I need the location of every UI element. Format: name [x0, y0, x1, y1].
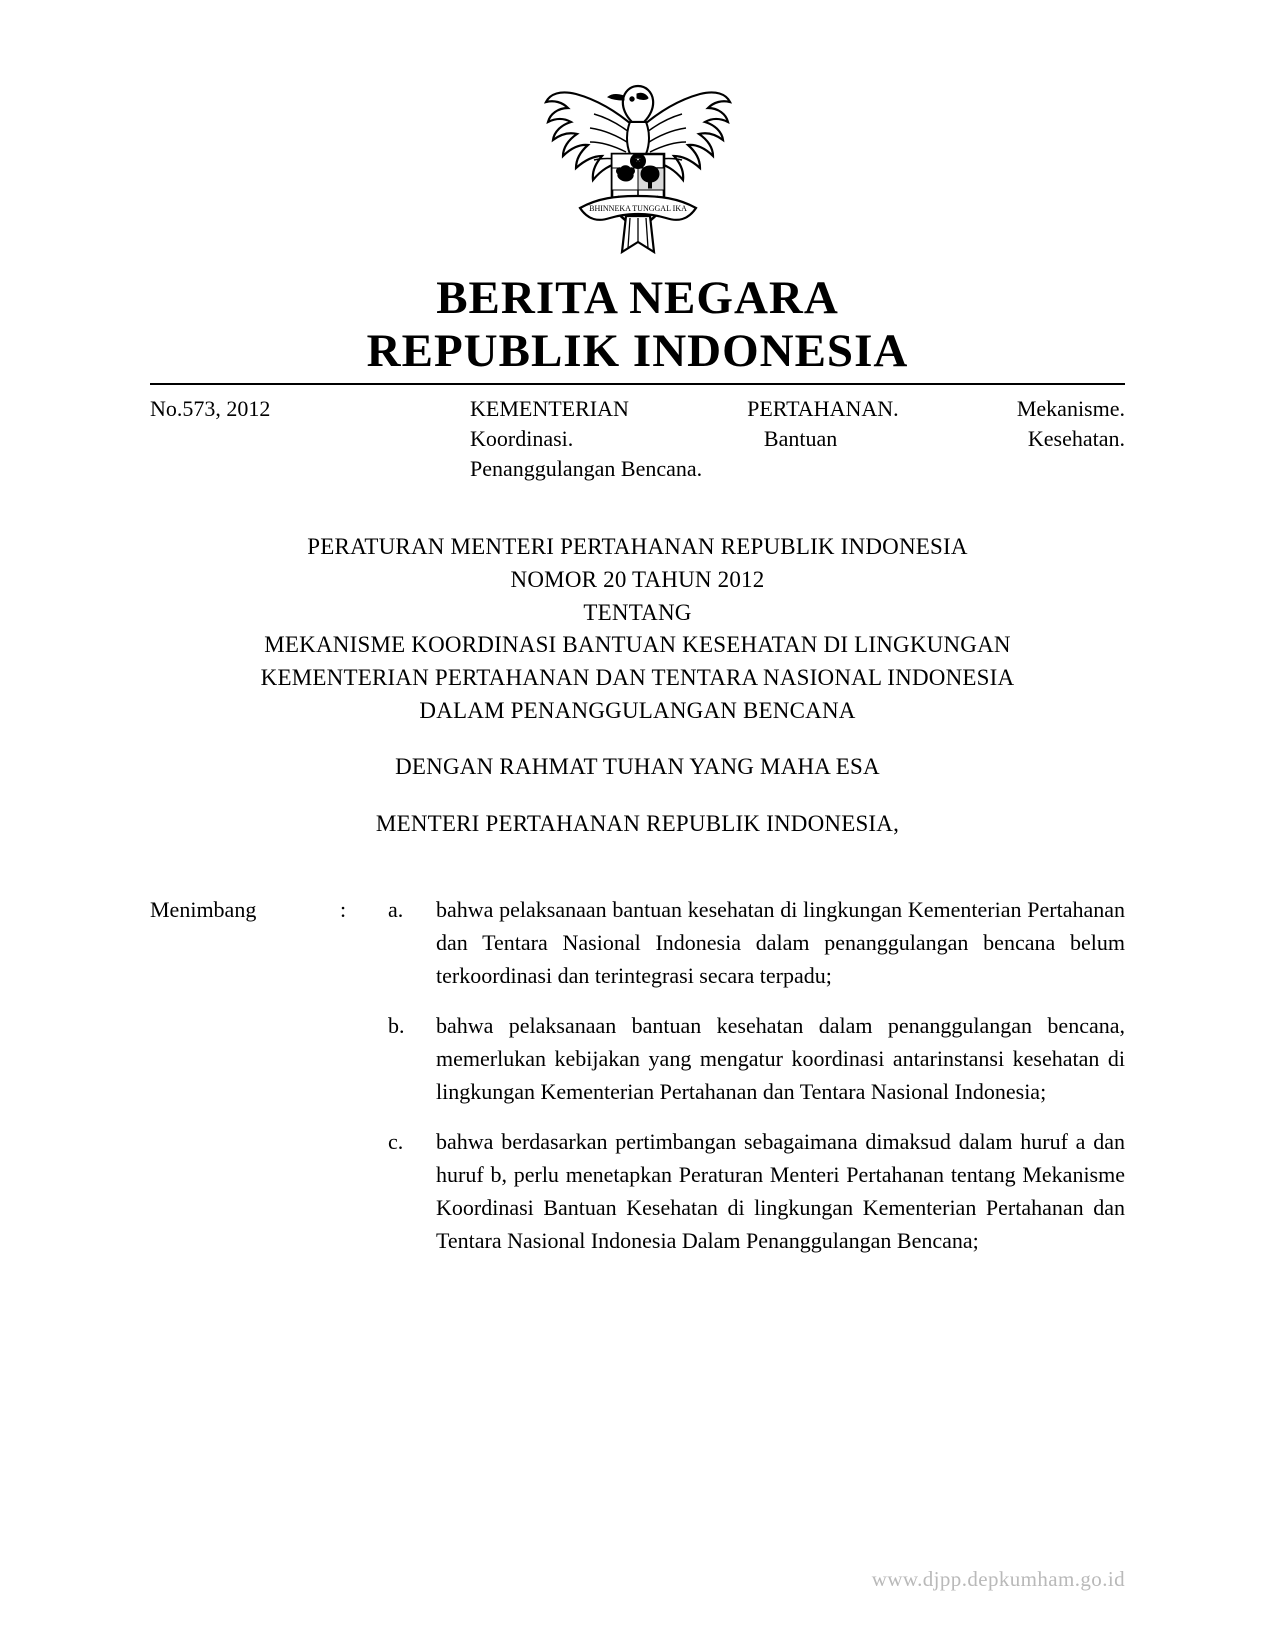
- considering-row: [150, 893, 1125, 1274]
- list-item-text: bahwa pelaksanaan bantuan kesehatan di lingkungan Kementerian Pertahanan dan Tentara Nasional Indonesia dalam penanggulangan bencana belum terkoordinasi dan terintegrasi secara terpadu;: [436, 896, 1125, 988]
- masthead-line-1: BERITA NEGARA: [436, 272, 839, 324]
- masthead-divider: [150, 383, 1125, 385]
- blessing-spacer: [150, 784, 1125, 808]
- issue-subject-line-2: Koordinasi. Bantuan Kesehatan.: [470, 425, 1125, 451]
- footer-url: www.djpp.depkumham.go.id: [871, 1567, 1125, 1591]
- masthead-line-2: REPUBLIK INDONESIA: [366, 324, 909, 377]
- list-item-text: bahwa berdasarkan pertimbangan sebagaimana dimaksud dalam huruf a dan huruf b, perlu menetapkan Peraturan Menteri Pertahanan tentang Mekanisme Koordinasi Bantuan Kesehatan di lingkungan Kementerian Pertahanan dan Tentara Nasional Indonesia Dalam Penanggulangan Bencana;: [436, 1128, 1125, 1253]
- considering-label: Menimbang: [150, 896, 257, 922]
- list-item-text: bahwa pelaksanaan bantuan kesehatan dalam penanggulangan bencana, memerlukan kebijakan yang mengatur koordinasi antarinstansi kesehatan di lingkungan Kementerian Pertahanan dan Tentara Nasional Indonesia;: [436, 1012, 1125, 1104]
- title-line-1: PERATURAN MENTERI PERTAHANAN REPUBLIK INDONESIA: [307, 534, 968, 560]
- title-line-5: KEMENTERIAN PERTAHANAN DAN TENTARA NASIONAL INDONESIA: [260, 664, 1015, 690]
- blessing-line: DENGAN RAHMAT TUHAN YANG MAHA ESA: [395, 754, 880, 780]
- considering-colon: :: [340, 896, 347, 922]
- list-item-marker: a.: [388, 896, 404, 922]
- issue-subject-line-3: Penanggulangan Bencana.: [470, 455, 703, 481]
- title-line-4: MEKANISME KOORDINASI BANTUAN KESEHATAN DI LINGKUNGAN: [264, 632, 1011, 658]
- issue-subject: [470, 394, 1125, 483]
- title-line-3: TENTANG: [583, 599, 692, 625]
- list-item: [388, 893, 1125, 992]
- list-item-marker: c.: [388, 1128, 404, 1154]
- considering-items: [388, 893, 1125, 1274]
- issue-line: [150, 394, 1125, 483]
- list-item: [388, 1125, 1125, 1257]
- list-item: [388, 1009, 1125, 1108]
- list-item-marker: b.: [388, 1012, 405, 1038]
- title-spacer: [150, 727, 1125, 751]
- masthead: [150, 272, 1125, 377]
- emblem-motto-text: BHINNEKA TUNGGAL IKA: [588, 204, 687, 213]
- authority-line: MENTERI PERTAHANAN REPUBLIK INDONESIA,: [375, 810, 900, 836]
- garuda-pancasila-emblem: [538, 70, 738, 260]
- emblem-container: [150, 0, 1125, 260]
- issue-number: No.573, 2012: [150, 396, 271, 422]
- considering-section: [150, 893, 1125, 1274]
- title-line-6: DALAM PENANGGULANGAN BENCANA: [419, 697, 856, 723]
- issue-subject-line-1: KEMENTERIAN PERTAHANAN. Mekanisme.: [470, 396, 1125, 422]
- title-block: [150, 531, 1125, 840]
- title-line-2: NOMOR 20 TAHUN 2012: [510, 566, 765, 592]
